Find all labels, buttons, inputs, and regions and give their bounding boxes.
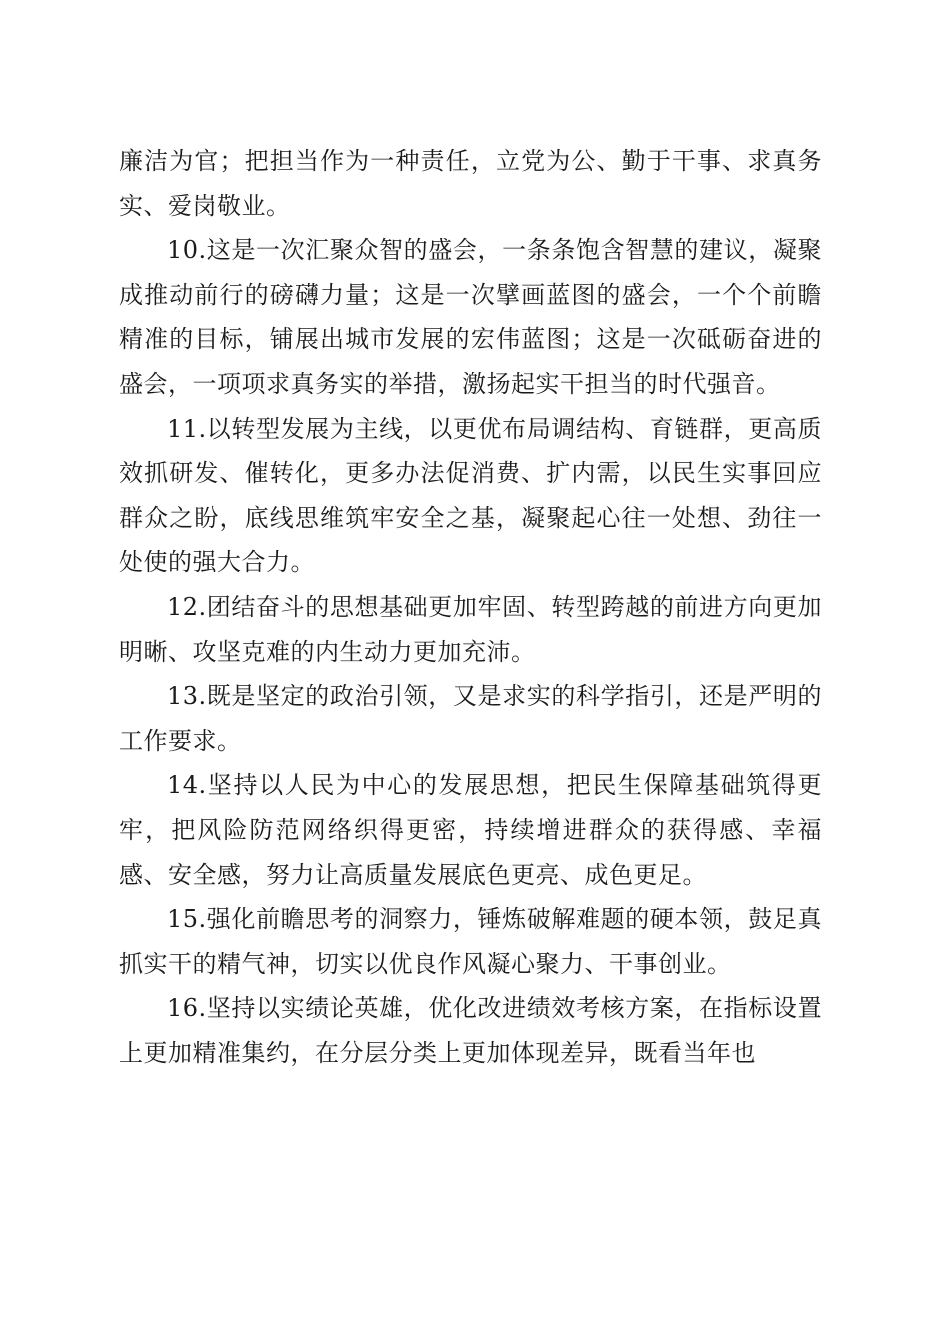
paragraph-item-12: 12.团结奋斗的思想基础更加牢固、转型跨越的前进方向更加明晰、攻坚克难的内生动力更加充沛。 [119, 592, 822, 666]
paragraph-continuation: 廉洁为官；把担当作为一种责任，立党为公、勤于干事、求真务实、爱岗敬业。 [119, 147, 822, 220]
paragraph-item-16: 16.坚持以实绩论英雄，优化改进绩效考核方案，在指标设置上更加精准集约，在分层分类上更加体现差异，既看当年也 [119, 994, 822, 1067]
paragraph-item-11: 11.以转型发展为主线，以更优布局调结构、育链群，更高质效抓研发、催转化，更多办法促消费、扩内需，以民生实事回应群众之盼，底线思维筑牢安全之基，凝聚起心往一处想、劲往一处使的强大合力。 [119, 414, 822, 577]
paragraph-item-13: 13.既是坚定的政治引领，又是求实的科学指引，还是严明的工作要求。 [119, 682, 822, 755]
paragraph-item-15: 15.强化前瞻思考的洞察力，锤炼破解难题的硬本领，鼓足真抓实干的精气神，切实以优良作风凝心聚力、干事创业。 [119, 905, 822, 978]
paragraph-item-14: 14.坚持以人民为中心的发展思想，把民生保障基础筑得更牢，把风险防范网络织得更密，持续增进群众的获得感、幸福感、安全感，努力让高质量发展底色更亮、成色更足。 [119, 771, 822, 889]
document-body [119, 139, 822, 1075]
paragraph-item-10: 10.这是一次汇聚众智的盛会，一条条饱含智慧的建议，凝聚成推动前行的磅礴力量；这是一次擘画蓝图的盛会，一个个前瞻精准的目标，铺展出城市发展的宏伟蓝图；这是一次砥砺奋进的盛会，一项项求真务实的举措，激扬起实干担当的时代强音。 [119, 236, 822, 398]
